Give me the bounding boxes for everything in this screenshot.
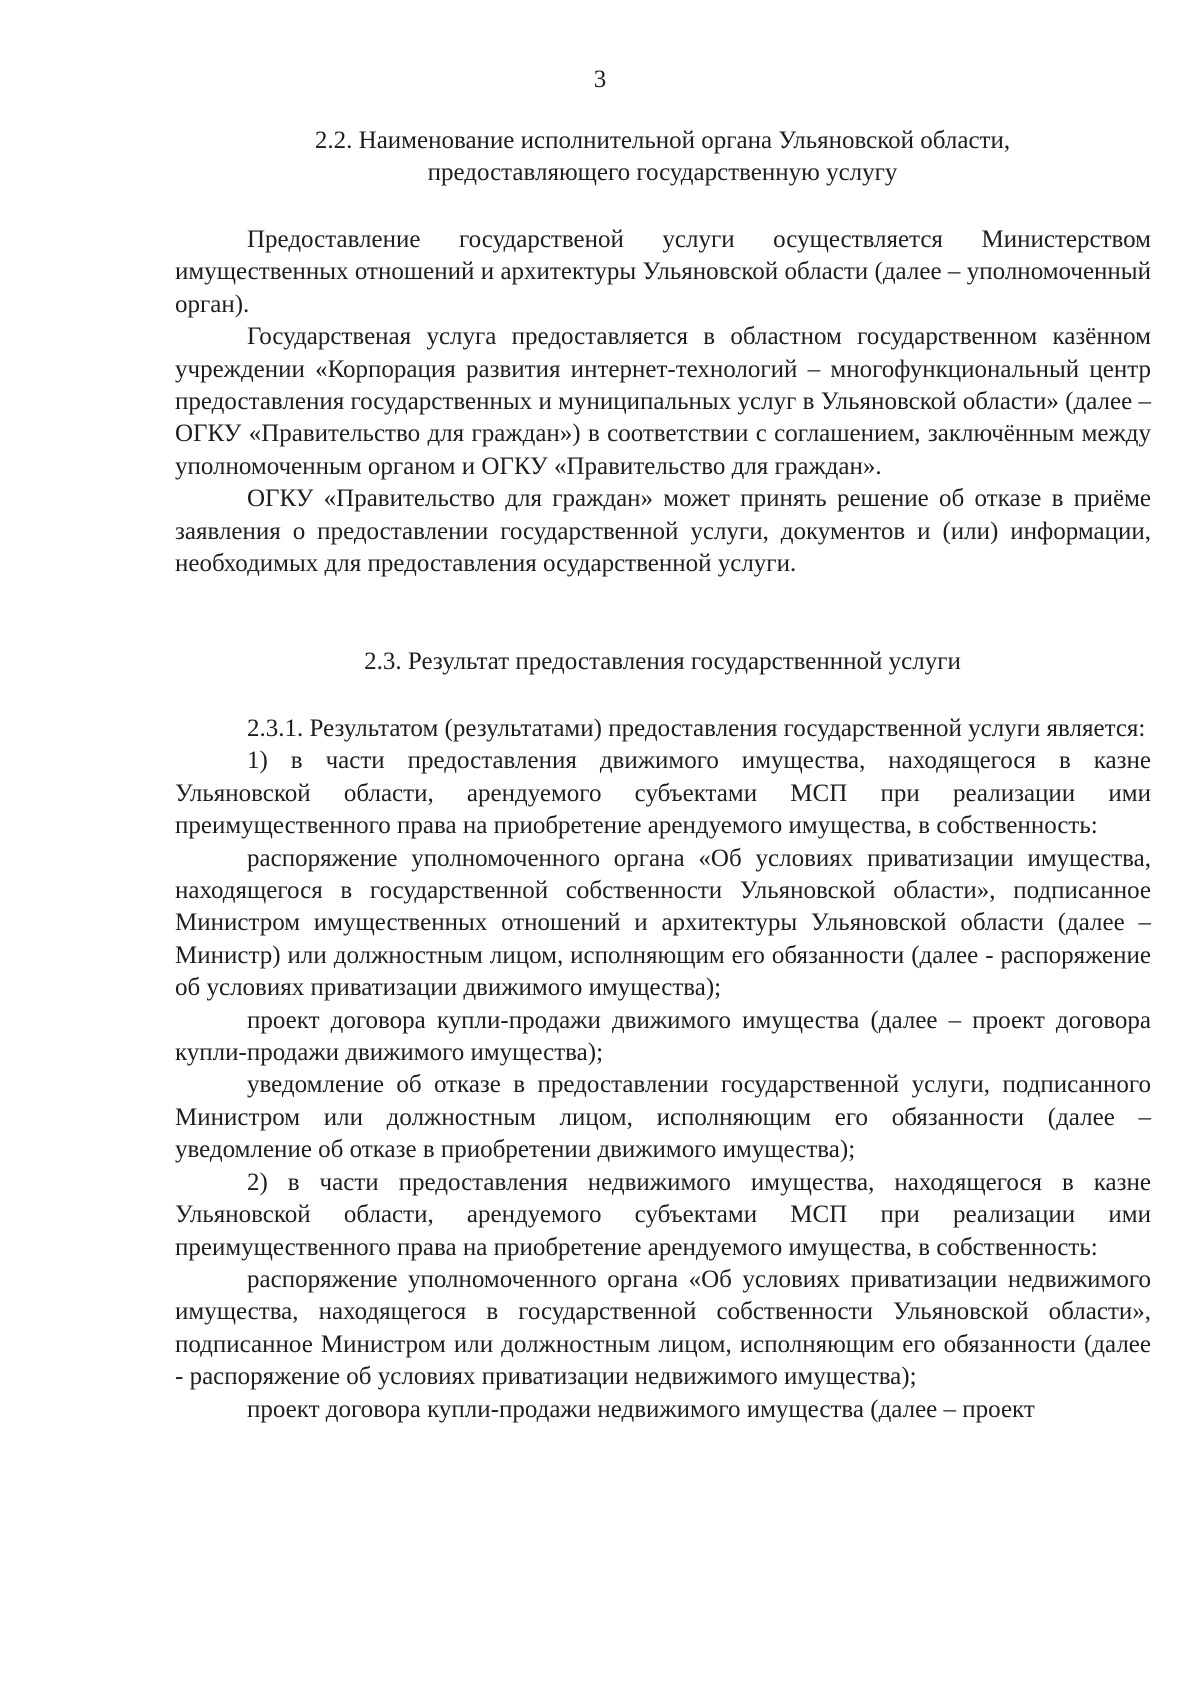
section-2-2-heading [175, 125, 1150, 190]
section-2-3-body [175, 713, 1151, 1426]
paragraph-service-provider: Предоставление государственой услуги осуществляется Министерством имущественных отношений и архитектуры Ульяновской области (далее – уполномоченный орган). [175, 226, 1151, 318]
paragraph-item-2-immovable: 2) в части предоставления недвижимого имущества, находящегося в казне Ульяновской области, арендуемого субъектами МСП при реализации ими преимущественного права на приобретение арендуемого имущества, в собственность: [175, 1168, 1151, 1261]
paragraph-refusal-notice-movable: уведомление об отказе в предоставлении государственной услуги, подписанного Министром или должностным лицом, исполняющим его обязанности (далее – уведомление об отказе в приобретении движимого имущества); [175, 1071, 1151, 1164]
paragraph-mfc-provision: Государственая услуга предоставляется в областном государственном казённом учреждении «Корпорация развития интернет-технологий – многофункциональный центр предоставления государственных и муниципальных услуг в Ульяновской области» (далее – ОГКУ «Правительство для граждан») в соответствии с соглашением, заключённым между уполномоченным органом и ОГКУ «Правительство для граждан». [175, 323, 1151, 480]
paragraph-contract-immovable: проект договора купли-продажи недвижимого имущества (далее – проект [247, 1395, 1035, 1423]
paragraph-2-3-1: 2.3.1. Результатом (результатами) предоставления государственной услуги является: [247, 715, 1146, 742]
section-2-2-body [175, 224, 1151, 580]
paragraph-contract-movable: проект договора купли-продажи движимого имущества (далее – проект договора купли-продажи движимого имущества); [175, 1006, 1151, 1067]
section-2-2-heading-line-2: предоставляющего государственную услугу [427, 159, 898, 187]
section-2-3-heading: 2.3. Результат предоставления государственнной услуги [364, 648, 961, 675]
paragraph-item-1-movable: 1) в части предоставления движимого имущества, находящегося в казне Ульяновской области, арендуемого субъектами МСП при реализации ими преимущественного права на приобретение арендуемого имущества, в собственность: [175, 747, 1151, 840]
page-number: 3 [593, 66, 607, 93]
paragraph-order-movable: распоряжение уполномоченного органа «Об условиях приватизации имущества, находящегося в государственной собственности Ульяновской области», подписанное Министром имущественных отношений и архитектуры Ульяновской области (далее –Министр) или должностным лицом, исполняющим его обязанности (далее - распоряжение об условиях приватизации движимого имущества); [175, 844, 1151, 1002]
paragraph-order-immovable: распоряжение уполномоченного органа «Об условиях приватизации недвижимого имущества, находящегося в государственной собственности Ульяновской области», подписанное Министром или должностным лицом, исполняющим его обязанности (далее - распоряжение об условиях приватизации недвижимого имущества); [175, 1265, 1151, 1391]
section-2-2-heading-line-1: 2.2. Наименование исполнительной органа Ульяновской области, [314, 127, 1011, 154]
paragraph-refusal-right: ОГКУ «Правительство для граждан» может принять решение об отказе в приёме заявления о предоставлении государственной услуги, документов и (или) информации, необходимых для предоставления осударственной услуги. [175, 485, 1151, 578]
